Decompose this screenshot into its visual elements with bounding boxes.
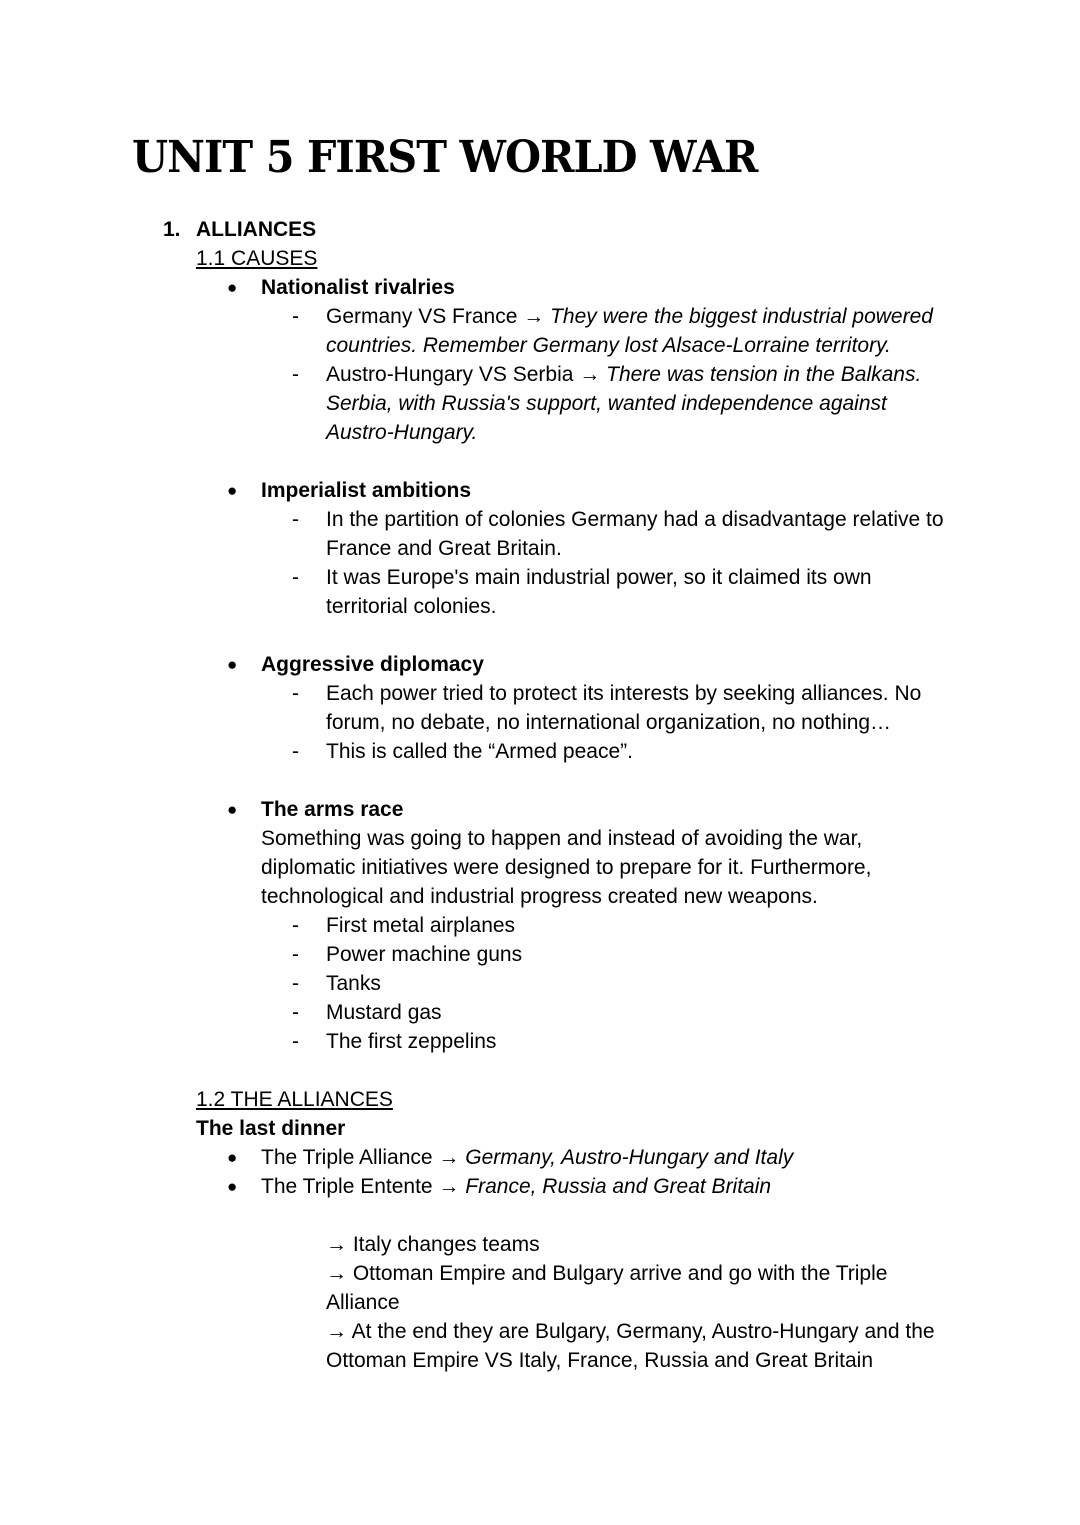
bullet-icon: ● [227, 800, 238, 819]
alliance-name: The Triple Entente → [261, 1175, 466, 1198]
section-heading: ALLIANCES [196, 218, 317, 241]
alliance-note: → Ottoman Empire and Bulgary arrive and go with the Triple Alliance [326, 1262, 888, 1314]
dash-item [0, 563, 1080, 621]
document-body [0, 215, 1080, 1375]
dash-item-text: This is called the “Armed peace”. [326, 740, 633, 763]
dash-item [0, 1027, 1080, 1056]
bullet-icon: ● [227, 1177, 238, 1196]
bullet-icon: ● [227, 278, 238, 297]
weapon-item: First metal airplanes [326, 914, 516, 937]
bullet-icon: ● [227, 1148, 238, 1167]
dash-item-text: In the partition of colonies Germany had a disadvantage relative to France and Great Britain. [326, 508, 944, 560]
dash-icon: - [292, 740, 299, 763]
dash-item [0, 302, 1080, 360]
page-title: UNIT 5 FIRST WORLD WAR [132, 132, 758, 183]
dash-item [0, 737, 1080, 766]
bullet-heading: Nationalist rivalries [261, 276, 455, 299]
alliance-members: Germany, Austro-Hungary and Italy [465, 1146, 794, 1169]
dash-icon: - [292, 972, 299, 995]
dash-icon: - [292, 566, 299, 589]
section-number: 1. [163, 218, 181, 241]
bullet-icon: ● [227, 481, 238, 500]
dash-item [0, 969, 1080, 998]
dash-item [0, 360, 1080, 447]
bullet-item-arms-race [0, 795, 1080, 824]
weapon-item: Power machine guns [326, 943, 523, 966]
bullet-heading: Imperialist ambitions [261, 479, 472, 502]
alliance-text [261, 1172, 1080, 1201]
bullet-icon: ● [227, 655, 238, 674]
dash-icon: - [292, 1001, 299, 1024]
dash-icon: - [292, 363, 299, 386]
dash-item [0, 998, 1080, 1027]
subsection-heading-alliances: 1.2 THE ALLIANCES [196, 1088, 393, 1111]
dash-icon: - [292, 305, 299, 328]
dash-item [0, 911, 1080, 940]
alliance-text [261, 1143, 1080, 1172]
item-lead: Austro-Hungary VS Serbia → [326, 363, 607, 386]
dash-item [0, 940, 1080, 969]
item-detail: They were the biggest industrial powered countries. Remember Germany lost Alsace-Lorraine territory. [326, 305, 933, 357]
bullet-heading: Aggressive diplomacy [261, 653, 484, 676]
dash-icon: - [292, 914, 299, 937]
alliance-name: The Triple Alliance → [261, 1146, 466, 1169]
item-lead: Germany VS France → [326, 305, 551, 328]
bullet-item-triple-alliance [0, 1143, 1080, 1172]
arms-race-paragraph: Something was going to happen and instead of avoiding the war, diplomatic initiatives were designed to prepare for it. Furthermore, technological and industrial progress created new weapons. [261, 827, 872, 908]
dash-icon: - [292, 943, 299, 966]
alliance-note: → Italy changes teams [326, 1233, 540, 1256]
dash-icon: - [292, 682, 299, 705]
dash-item-text [326, 302, 951, 360]
dash-item-text: Each power tried to protect its interests by seeking alliances. No forum, no debate, no international organization, no nothing… [326, 682, 922, 734]
alliance-note: → At the end they are Bulgary, Germany, Austro-Hungary and the Ottoman Empire VS Italy, France, Russia and Great Britain [326, 1320, 935, 1372]
weapon-item: Tanks [326, 972, 381, 995]
weapon-item: Mustard gas [326, 1001, 442, 1024]
weapon-item: The first zeppelins [326, 1030, 497, 1053]
item-detail: There was tension in the Balkans. Serbia, with Russia's support, wanted independence against Austro-Hungary. [326, 363, 922, 444]
dash-icon: - [292, 508, 299, 531]
dash-item [0, 679, 1080, 737]
bullet-item-imperialist [0, 476, 1080, 505]
bullet-heading: The arms race [261, 798, 404, 821]
bullet-item-nationalist [0, 273, 1080, 302]
section-heading-row [0, 215, 1080, 244]
subsection-heading-causes: 1.1 CAUSES [196, 247, 318, 270]
dash-item-text: It was Europe's main industrial power, so it claimed its own territorial colonies. [326, 566, 872, 618]
dash-item [0, 505, 1080, 563]
dash-icon: - [292, 1030, 299, 1053]
alliances-heading: The last dinner [196, 1117, 346, 1140]
bullet-item-triple-entente [0, 1172, 1080, 1201]
alliance-members: France, Russia and Great Britain [465, 1175, 772, 1198]
dash-item-text [326, 360, 951, 447]
bullet-item-diplomacy [0, 650, 1080, 679]
